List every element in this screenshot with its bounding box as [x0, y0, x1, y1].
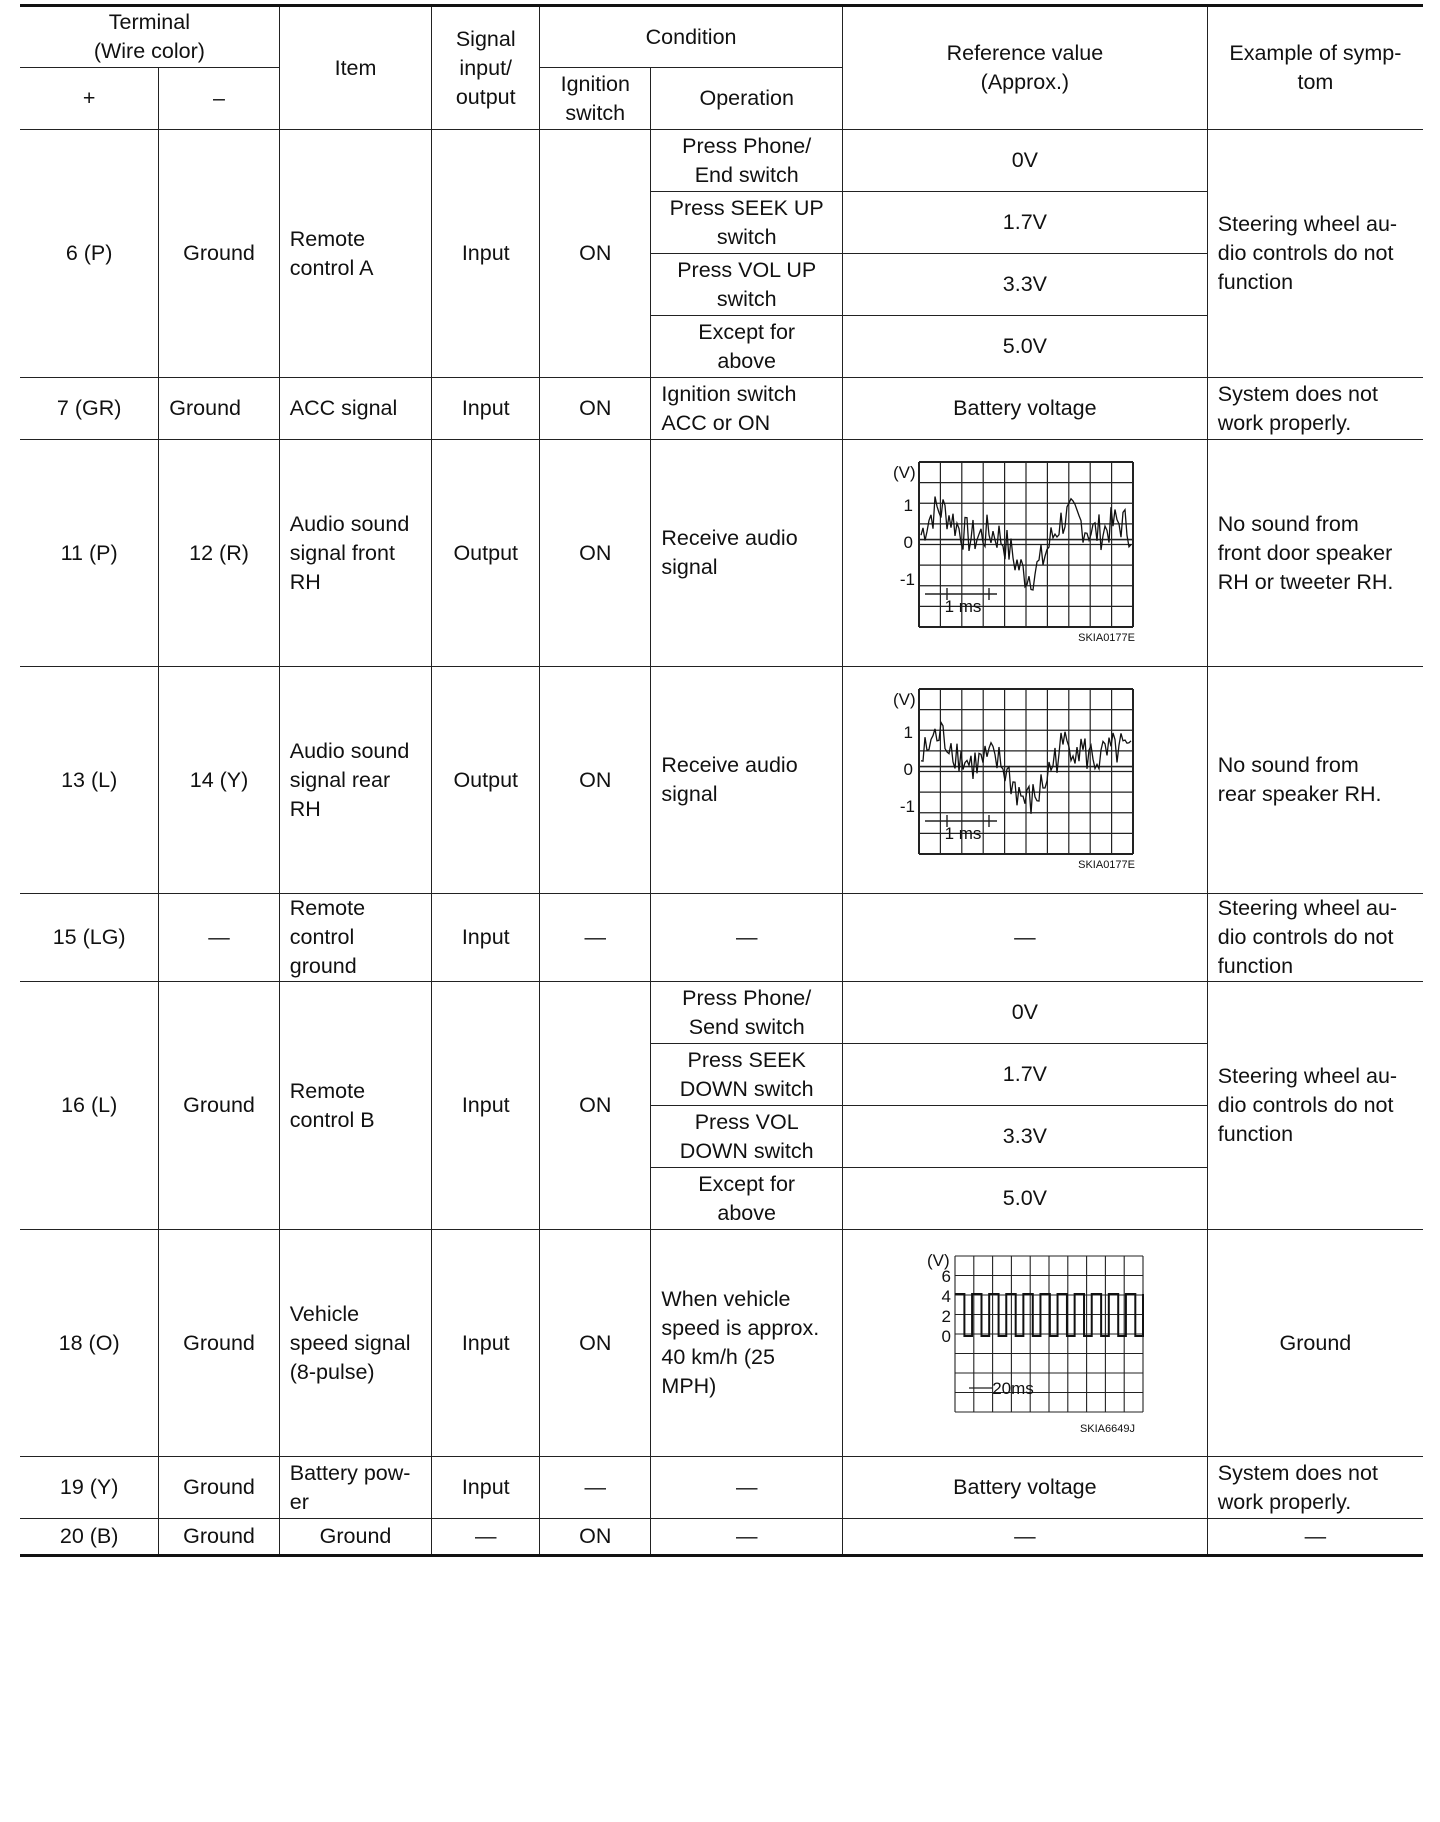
- table-row: [20, 378, 1423, 440]
- operation-cell: When vehicle speed is approx. 40 km/h (25 MPH): [651, 1230, 843, 1457]
- table-row: [20, 1230, 1423, 1457]
- terminal-plus: 20 (B): [20, 1519, 159, 1556]
- item-cell: Remote control B: [279, 982, 432, 1230]
- reference-waveform-cell: [842, 667, 1207, 894]
- figure-id: SKIA0177E: [1078, 632, 1135, 644]
- terminal-plus: 11 (P): [20, 440, 159, 667]
- waveform-time-label: 1 ms: [944, 597, 982, 616]
- terminal-minus-dash: —: [159, 894, 279, 982]
- terminal-minus: 14 (Y): [159, 667, 279, 894]
- table-row: [20, 894, 1423, 982]
- reference-value-header: Reference value (Approx.): [842, 6, 1207, 130]
- waveform-y-tick: 6: [941, 1267, 951, 1286]
- item-cell: Battery pow- er: [279, 1457, 432, 1519]
- terminal-plus: 7 (GR): [20, 378, 159, 440]
- waveform-y-unit: (V): [892, 690, 916, 709]
- ignition-cell-dash: —: [540, 894, 651, 982]
- table-row: [20, 440, 1423, 667]
- ignition-cell: ON: [540, 982, 651, 1230]
- ignition-cell: ON: [540, 378, 651, 440]
- signal-io-cell: Output: [432, 667, 540, 894]
- item-header: Item: [279, 6, 432, 130]
- symptom-cell: System does not work properly.: [1207, 1457, 1423, 1519]
- signal-io-header: Signal input/ output: [432, 6, 540, 130]
- waveform-y-tick: 0: [903, 533, 913, 552]
- terminal-reference-table-container: [20, 4, 1423, 1557]
- signal-io-cell: Input: [432, 1457, 540, 1519]
- symptom-cell: No sound from rear speaker RH.: [1207, 667, 1423, 894]
- terminal-plus: 6 (P): [20, 130, 159, 378]
- reference-value-cell-dash: —: [842, 894, 1207, 982]
- ignition-cell: ON: [540, 667, 651, 894]
- operation-header: Operation: [651, 68, 843, 130]
- table-row: [20, 667, 1423, 894]
- operation-cell: Except for above: [651, 316, 843, 378]
- item-cell: Vehicle speed signal (8-pulse): [279, 1230, 432, 1457]
- audio-waveform-figure: [885, 685, 1165, 875]
- symptom-cell: Ground: [1207, 1230, 1423, 1457]
- waveform-y-tick: 1: [903, 496, 913, 515]
- operation-cell: Press SEEK UP switch: [651, 192, 843, 254]
- waveform-y-tick: -1: [899, 570, 915, 589]
- waveform-time-label: 20ms: [992, 1379, 1034, 1398]
- reference-value-cell: 0V: [842, 982, 1207, 1044]
- audio-waveform-figure: [885, 458, 1165, 648]
- terminal-minus: Ground: [159, 130, 279, 378]
- item-cell: Remote control A: [279, 130, 432, 378]
- operation-cell: Press Phone/ End switch: [651, 130, 843, 192]
- terminal-minus: Ground: [159, 1457, 279, 1519]
- operation-cell: Press VOL UP switch: [651, 254, 843, 316]
- operation-cell: Ignition switch ACC or ON: [651, 378, 843, 440]
- condition-header: Condition: [540, 6, 843, 68]
- pulse-waveform-figure: [885, 1248, 1165, 1438]
- symptom-cell-dash: —: [1207, 1519, 1423, 1556]
- terminal-reference-table: [20, 4, 1423, 1557]
- signal-io-cell: Input: [432, 894, 540, 982]
- symptom-cell: Steering wheel au- dio controls do not function: [1207, 894, 1423, 982]
- reference-value-cell-dash: —: [842, 1519, 1207, 1556]
- terminal-minus: Ground: [159, 1230, 279, 1457]
- operation-cell-dash: —: [651, 1457, 843, 1519]
- operation-cell-dash: —: [651, 894, 843, 982]
- table-row: [20, 1519, 1423, 1556]
- ignition-cell: ON: [540, 130, 651, 378]
- terminal-header: Terminal (Wire color): [20, 6, 279, 68]
- reference-value-cell: 1.7V: [842, 1044, 1207, 1106]
- reference-waveform-cell: [842, 440, 1207, 667]
- table-row: [20, 982, 1423, 1044]
- item-cell: Audio sound signal front RH: [279, 440, 432, 667]
- symptom-cell: Steering wheel au- dio controls do not function: [1207, 982, 1423, 1230]
- table-row: [20, 130, 1423, 192]
- ignition-cell-dash: —: [540, 1457, 651, 1519]
- terminal-plus: 18 (O): [20, 1230, 159, 1457]
- item-cell: Ground: [279, 1519, 432, 1556]
- signal-io-cell: Input: [432, 378, 540, 440]
- waveform-y-tick: 4: [941, 1287, 951, 1306]
- waveform-time-label: 1 ms: [944, 824, 982, 843]
- operation-cell-dash: —: [651, 1519, 843, 1556]
- waveform-y-tick: 2: [941, 1307, 951, 1326]
- waveform-y-tick: 1: [903, 723, 913, 742]
- item-cell: Audio sound signal rear RH: [279, 667, 432, 894]
- plus-header: +: [20, 68, 159, 130]
- signal-io-cell: Input: [432, 1230, 540, 1457]
- reference-value-cell: 5.0V: [842, 1168, 1207, 1230]
- terminal-plus: 13 (L): [20, 667, 159, 894]
- terminal-minus: Ground: [159, 378, 279, 440]
- reference-value-cell: Battery voltage: [842, 378, 1207, 440]
- ignition-cell: ON: [540, 440, 651, 667]
- terminal-plus: 16 (L): [20, 982, 159, 1230]
- reference-value-cell: 3.3V: [842, 254, 1207, 316]
- terminal-minus: Ground: [159, 1519, 279, 1556]
- terminal-plus: 19 (Y): [20, 1457, 159, 1519]
- waveform-y-tick: 0: [903, 760, 913, 779]
- ignition-cell: ON: [540, 1519, 651, 1556]
- signal-io-cell: Output: [432, 440, 540, 667]
- operation-cell: Press VOL DOWN switch: [651, 1106, 843, 1168]
- signal-io-cell-dash: —: [432, 1519, 540, 1556]
- symptom-cell: No sound from front door speaker RH or tweeter RH.: [1207, 440, 1423, 667]
- terminal-plus: 15 (LG): [20, 894, 159, 982]
- terminal-minus: 12 (R): [159, 440, 279, 667]
- symptom-cell: Steering wheel au- dio controls do not function: [1207, 130, 1423, 378]
- item-cell: ACC signal: [279, 378, 432, 440]
- ignition-cell: ON: [540, 1230, 651, 1457]
- operation-cell: Receive audio signal: [651, 440, 843, 667]
- reference-value-cell: 3.3V: [842, 1106, 1207, 1168]
- reference-value-cell: 5.0V: [842, 316, 1207, 378]
- reference-value-cell: 1.7V: [842, 192, 1207, 254]
- operation-cell: Receive audio signal: [651, 667, 843, 894]
- operation-cell: Press Phone/ Send switch: [651, 982, 843, 1044]
- symptom-cell: System does not work properly.: [1207, 378, 1423, 440]
- reference-waveform-cell: [842, 1230, 1207, 1457]
- terminal-minus: Ground: [159, 982, 279, 1230]
- table-row: [20, 1457, 1423, 1519]
- ignition-switch-header: Ignition switch: [540, 68, 651, 130]
- waveform-y-unit: (V): [892, 463, 916, 482]
- waveform-y-unit: (V): [926, 1251, 950, 1270]
- waveform-y-tick: -1: [899, 797, 915, 816]
- waveform-y-tick: 0: [941, 1327, 951, 1346]
- figure-id: SKIA6649J: [1079, 1423, 1135, 1435]
- minus-header: –: [159, 68, 279, 130]
- reference-value-cell: Battery voltage: [842, 1457, 1207, 1519]
- item-cell: Remote control ground: [279, 894, 432, 982]
- operation-cell: Press SEEK DOWN switch: [651, 1044, 843, 1106]
- symptom-header: Example of symp- tom: [1207, 6, 1423, 130]
- reference-value-cell: 0V: [842, 130, 1207, 192]
- signal-io-cell: Input: [432, 982, 540, 1230]
- signal-io-cell: Input: [432, 130, 540, 378]
- figure-id: SKIA0177E: [1078, 859, 1135, 871]
- operation-cell: Except for above: [651, 1168, 843, 1230]
